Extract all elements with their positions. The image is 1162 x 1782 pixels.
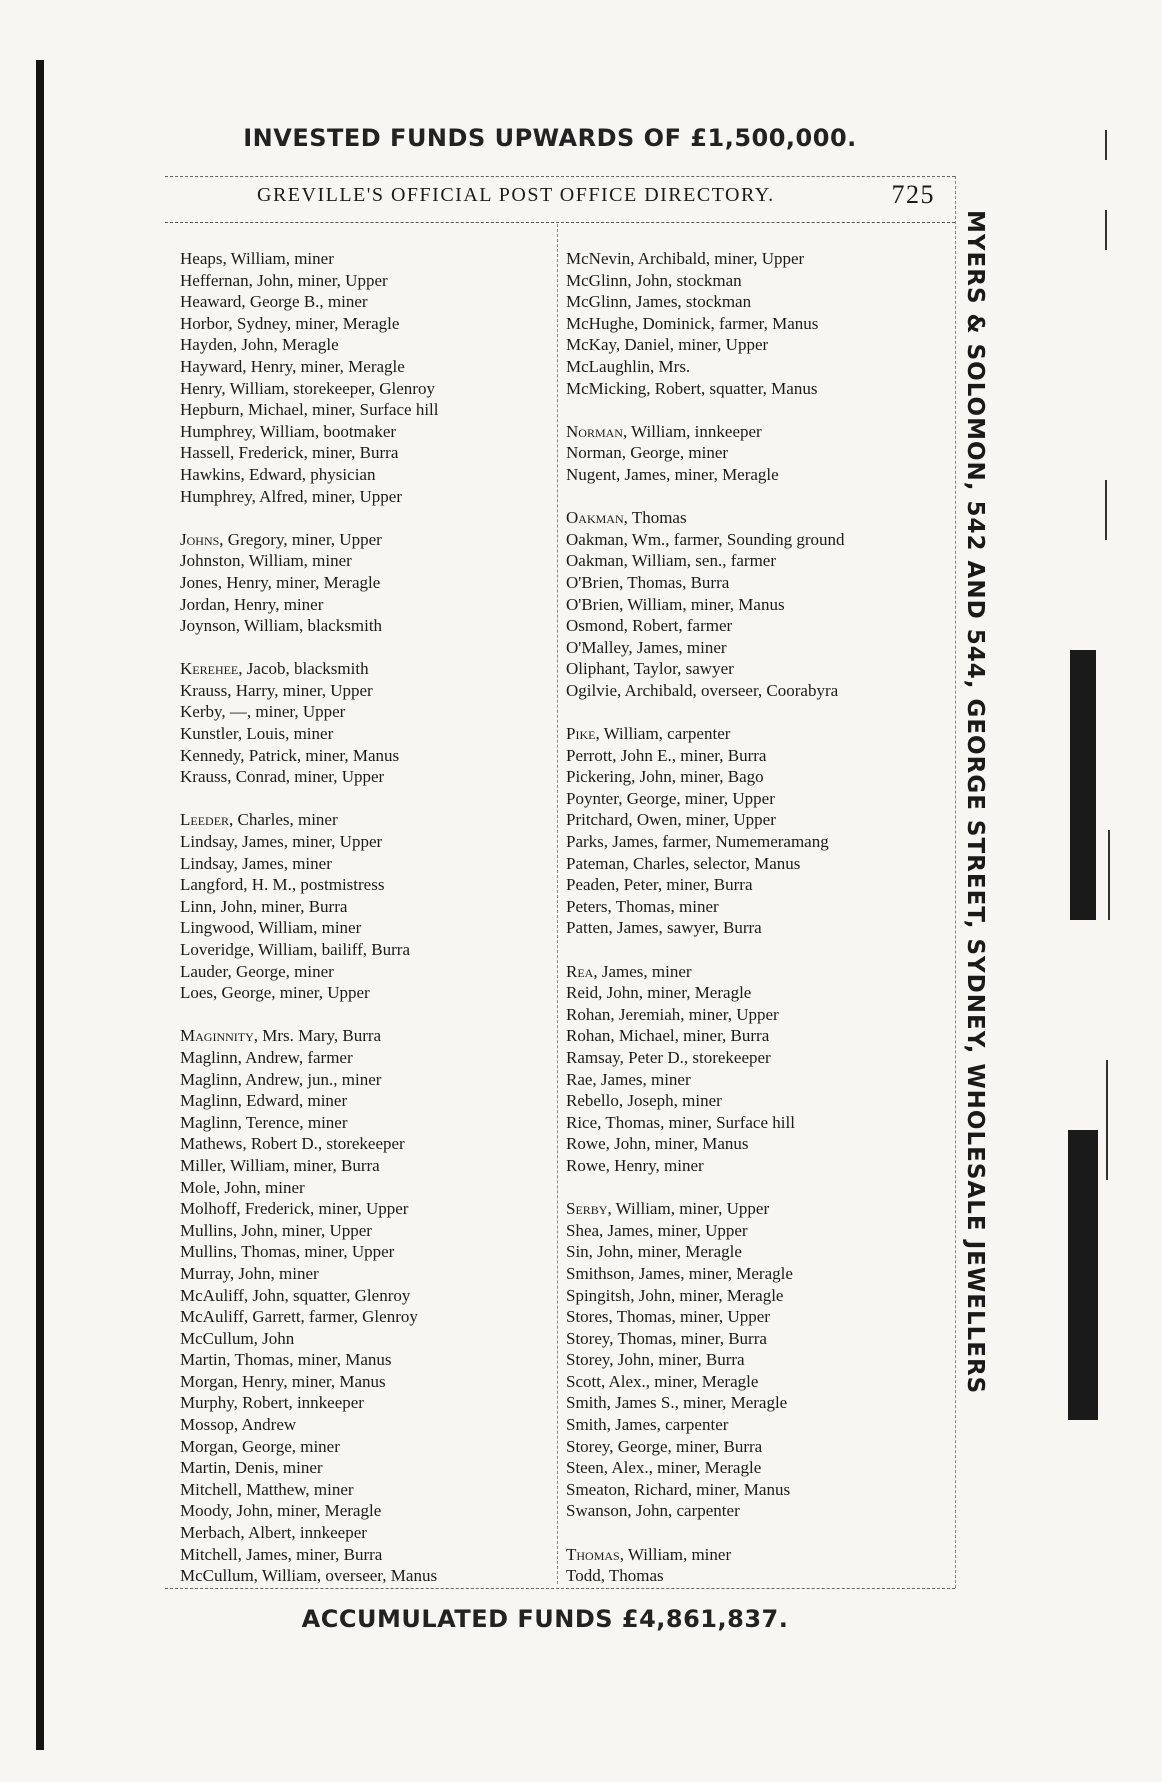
directory-entry bbox=[180, 1155, 550, 1177]
entry-text: Humphrey, William, bootmaker bbox=[180, 421, 397, 441]
directory-entry bbox=[566, 1112, 951, 1134]
directory-entry bbox=[566, 594, 951, 616]
directory-entry bbox=[566, 248, 951, 270]
entry-text: Jones, Henry, miner, Meragle bbox=[180, 572, 381, 592]
entry-text: Maglinn, Terence, miner bbox=[180, 1112, 348, 1132]
entry-text: Hayden, John, Meragle bbox=[180, 335, 339, 355]
directory-entry bbox=[566, 1328, 951, 1350]
section-lead-surname: Norman bbox=[566, 421, 623, 441]
directory-entry bbox=[180, 248, 550, 270]
entry-text: McHughe, Dominick, farmer, Manus bbox=[566, 313, 819, 333]
entry-text: Jordan, Henry, miner bbox=[180, 594, 324, 614]
entry-text: Norman, George, miner bbox=[566, 443, 729, 463]
left-column bbox=[180, 248, 550, 1587]
entry-text: Linn, John, miner, Burra bbox=[180, 896, 348, 916]
directory-entry bbox=[566, 356, 951, 378]
directory-entry bbox=[180, 1479, 550, 1501]
entry-text: Murray, John, miner bbox=[180, 1263, 319, 1283]
directory-entry bbox=[566, 1069, 951, 1091]
directory-entry bbox=[566, 464, 951, 486]
column-divider bbox=[557, 224, 558, 1584]
entry-text: , William, carpenter bbox=[595, 724, 731, 744]
entry-text: Hayward, Henry, miner, Meragle bbox=[180, 356, 405, 376]
directory-entry bbox=[566, 1004, 951, 1026]
directory-entry bbox=[566, 291, 951, 313]
entry-text: Rowe, Henry, miner bbox=[566, 1155, 704, 1175]
directory-entry bbox=[566, 1306, 951, 1328]
entry-text: Rowe, John, miner, Manus bbox=[566, 1134, 749, 1154]
entry-text: Loveridge, William, bailiff, Burra bbox=[180, 940, 411, 959]
entry-text: Mitchell, Matthew, miner bbox=[180, 1479, 354, 1499]
section-gap bbox=[180, 637, 550, 659]
directory-entry bbox=[566, 313, 951, 335]
directory-entry bbox=[566, 680, 951, 702]
margin-mark bbox=[1106, 1060, 1108, 1180]
directory-entry bbox=[180, 723, 550, 745]
directory-entry bbox=[566, 745, 951, 767]
entry-text: Johnston, William, miner bbox=[180, 551, 352, 571]
directory-entry bbox=[566, 658, 951, 680]
entry-text: Storey, Thomas, miner, Burra bbox=[566, 1328, 767, 1348]
entry-text: Lindsay, James, miner, Upper bbox=[180, 832, 383, 852]
section-gap bbox=[566, 486, 951, 508]
margin-mark bbox=[1105, 210, 1107, 250]
directory-entry bbox=[566, 1025, 951, 1047]
directory-entry bbox=[566, 1500, 951, 1522]
section-gap bbox=[180, 788, 550, 810]
entry-text: Pritchard, Owen, miner, Upper bbox=[566, 810, 776, 830]
directory-entry bbox=[566, 788, 951, 810]
directory-entry bbox=[566, 1047, 951, 1069]
directory-entry bbox=[566, 572, 951, 594]
directory-entry bbox=[180, 982, 550, 1004]
directory-entry bbox=[566, 1392, 951, 1414]
directory-entry bbox=[180, 1371, 550, 1393]
directory-entry bbox=[180, 1263, 550, 1285]
entry-text: McGlinn, John, stockman bbox=[566, 270, 742, 290]
directory-entry bbox=[566, 766, 951, 788]
directory-entry bbox=[180, 701, 550, 723]
directory-entry bbox=[566, 378, 951, 400]
directory-entry bbox=[566, 896, 951, 918]
section-lead-surname: Rea bbox=[566, 961, 594, 981]
entry-text: Maglinn, Edward, miner bbox=[180, 1091, 348, 1111]
directory-entry bbox=[566, 961, 951, 983]
section-lead-surname: Oakman bbox=[566, 508, 624, 528]
directory-entry bbox=[566, 1263, 951, 1285]
directory-entry bbox=[566, 442, 951, 464]
entry-text: Lindsay, James, miner bbox=[180, 853, 332, 873]
directory-entry bbox=[566, 1544, 951, 1566]
entry-text: Heaps, William, miner bbox=[180, 249, 334, 268]
entry-text: Todd, Thomas bbox=[566, 1566, 664, 1586]
entry-text: McKay, Daniel, miner, Upper bbox=[566, 335, 769, 355]
section-gap bbox=[566, 939, 951, 961]
directory-entry bbox=[566, 421, 951, 443]
directory-entry bbox=[180, 1457, 550, 1479]
entry-text: McNevin, Archibald, miner, Upper bbox=[566, 249, 805, 268]
margin-ink-block bbox=[1070, 650, 1096, 920]
margin-mark bbox=[1108, 830, 1110, 920]
entry-text: Shea, James, miner, Upper bbox=[566, 1220, 748, 1240]
entry-text: McCullum, William, overseer, Manus bbox=[180, 1566, 438, 1586]
directory-entry bbox=[566, 1414, 951, 1436]
directory-entry bbox=[566, 1133, 951, 1155]
section-gap bbox=[180, 507, 550, 529]
entry-text: Rice, Thomas, miner, Surface hill bbox=[566, 1112, 795, 1132]
directory-entry bbox=[566, 507, 951, 529]
directory-entry bbox=[566, 1090, 951, 1112]
entry-text: Perrott, John E., miner, Burra bbox=[566, 745, 767, 765]
entry-text: Kunstler, Louis, miner bbox=[180, 724, 334, 744]
directory-entry bbox=[566, 1155, 951, 1177]
entry-text: Moody, John, miner, Meragle bbox=[180, 1501, 382, 1521]
entry-text: Patten, James, sawyer, Burra bbox=[566, 918, 762, 938]
entry-text: , Mrs. Mary, Burra bbox=[253, 1026, 382, 1046]
directory-entry bbox=[180, 1025, 550, 1047]
entry-text: McAuliff, Garrett, farmer, Glenroy bbox=[180, 1307, 418, 1327]
directory-entry bbox=[566, 529, 951, 551]
entry-text: Peaden, Peter, miner, Burra bbox=[566, 875, 753, 895]
entry-text: McGlinn, James, stockman bbox=[566, 292, 752, 312]
entry-text: Martin, Denis, miner bbox=[180, 1458, 323, 1478]
directory-entry bbox=[180, 1328, 550, 1350]
bottom-banner: ACCUMULATED FUNDS £4,861,837. bbox=[301, 1605, 789, 1633]
section-lead-surname: Kerehee bbox=[180, 659, 239, 679]
entry-text: Pickering, John, miner, Bago bbox=[566, 767, 764, 787]
entry-text: Merbach, Albert, innkeeper bbox=[180, 1523, 367, 1543]
directory-entry bbox=[180, 1220, 550, 1242]
entry-text: Parks, James, farmer, Numemeramang bbox=[566, 832, 829, 852]
entry-text: Hawkins, Edward, physician bbox=[180, 464, 376, 484]
directory-entry bbox=[180, 1306, 550, 1328]
entry-text: Molhoff, Frederick, miner, Upper bbox=[180, 1199, 409, 1219]
directory-entry bbox=[180, 1090, 550, 1112]
entry-text: Morgan, Henry, miner, Manus bbox=[180, 1371, 386, 1391]
directory-entry bbox=[180, 853, 550, 875]
directory-entry bbox=[566, 615, 951, 637]
entry-text: Smithson, James, miner, Meragle bbox=[566, 1263, 793, 1283]
entry-text: , James, miner bbox=[593, 961, 692, 981]
side-advertisement: MYERS & SOLOMON, 542 AND 544, GEORGE STREET, SYDNEY, WHOLESALE JEWELLERS bbox=[962, 210, 988, 1395]
entry-text: Smith, James, carpenter bbox=[566, 1415, 729, 1435]
margin-ink-block bbox=[1068, 1130, 1098, 1420]
entry-text: Joynson, William, blacksmith bbox=[180, 616, 383, 636]
entry-text: Maglinn, Andrew, farmer bbox=[180, 1047, 353, 1067]
directory-entry bbox=[180, 1414, 550, 1436]
section-lead-surname: Serby bbox=[566, 1199, 608, 1219]
directory-entry bbox=[566, 853, 951, 875]
directory-entry bbox=[180, 745, 550, 767]
directory-entry bbox=[180, 917, 550, 939]
entry-text: , Jacob, blacksmith bbox=[238, 659, 369, 679]
header-rule-bottom bbox=[165, 222, 955, 223]
directory-entry bbox=[180, 1500, 550, 1522]
entry-text: Hassell, Frederick, miner, Burra bbox=[180, 443, 399, 463]
directory-entry bbox=[180, 421, 550, 443]
directory-entry bbox=[566, 831, 951, 853]
section-gap bbox=[566, 1522, 951, 1544]
entry-text: Horbor, Sydney, miner, Meragle bbox=[180, 313, 400, 333]
entry-text: , William, miner, Upper bbox=[607, 1199, 770, 1219]
entry-text: Ramsay, Peter D., storekeeper bbox=[566, 1047, 771, 1067]
directory-entry bbox=[180, 1392, 550, 1414]
directory-header bbox=[165, 180, 945, 214]
margin-mark bbox=[1105, 130, 1107, 160]
entry-text: Heffernan, John, miner, Upper bbox=[180, 270, 388, 290]
directory-entry bbox=[180, 442, 550, 464]
directory-entry bbox=[180, 1522, 550, 1544]
directory-entry bbox=[180, 615, 550, 637]
entry-text: Mitchell, James, miner, Burra bbox=[180, 1544, 383, 1564]
entry-text: Rebello, Joseph, miner bbox=[566, 1091, 722, 1111]
entry-text: McCullum, John bbox=[180, 1328, 295, 1348]
entry-text: Mossop, Andrew bbox=[180, 1415, 297, 1435]
entry-text: McAuliff, John, squatter, Glenroy bbox=[180, 1285, 411, 1305]
directory-entry bbox=[180, 313, 550, 335]
entry-text: Mullins, John, miner, Upper bbox=[180, 1220, 372, 1240]
entry-text: Oakman, Wm., farmer, Sounding ground bbox=[566, 529, 845, 549]
entry-text: Pateman, Charles, selector, Manus bbox=[566, 853, 801, 873]
entry-text: Sin, John, miner, Meragle bbox=[566, 1242, 742, 1262]
directory-entry bbox=[180, 334, 550, 356]
section-lead-surname: Maginnity bbox=[180, 1026, 254, 1046]
directory-entry bbox=[566, 550, 951, 572]
directory-entry bbox=[180, 1544, 550, 1566]
entry-text: Krauss, Conrad, miner, Upper bbox=[180, 767, 385, 787]
entry-text: Mole, John, miner bbox=[180, 1177, 305, 1197]
directory-entry bbox=[180, 572, 550, 594]
right-frame-line bbox=[955, 176, 956, 1588]
entry-text: Scott, Alex., miner, Meragle bbox=[566, 1371, 759, 1391]
directory-entry bbox=[180, 1349, 550, 1371]
directory-entry bbox=[180, 896, 550, 918]
entry-text: Spingitsh, John, miner, Meragle bbox=[566, 1285, 784, 1305]
directory-entry bbox=[566, 1285, 951, 1307]
entry-text: Hepburn, Michael, miner, Surface hill bbox=[180, 400, 439, 420]
entry-text: Swanson, John, carpenter bbox=[566, 1501, 740, 1521]
directory-entry bbox=[180, 378, 550, 400]
section-lead-surname: Pike bbox=[566, 724, 596, 744]
directory-entry bbox=[180, 1047, 550, 1069]
entry-text: Martin, Thomas, miner, Manus bbox=[180, 1350, 392, 1370]
entry-text: McLaughlin, Mrs. bbox=[566, 356, 691, 376]
directory-entry bbox=[180, 486, 550, 508]
directory-entry bbox=[566, 1565, 951, 1587]
directory-entry bbox=[566, 1349, 951, 1371]
directory-entry bbox=[566, 982, 951, 1004]
entry-text: Miller, William, miner, Burra bbox=[180, 1155, 380, 1175]
entry-text: Rohan, Michael, miner, Burra bbox=[566, 1026, 770, 1046]
directory-entry bbox=[180, 1285, 550, 1307]
entry-text: O'Malley, James, miner bbox=[566, 637, 727, 657]
directory-entry bbox=[566, 1371, 951, 1393]
entry-text: Rae, James, miner bbox=[566, 1069, 691, 1089]
section-gap bbox=[566, 399, 951, 421]
entry-text: Heaward, George B., miner bbox=[180, 292, 368, 312]
directory-entry bbox=[180, 1565, 550, 1587]
directory-entry bbox=[180, 658, 550, 680]
entry-text: , William, innkeeper bbox=[622, 421, 762, 441]
directory-entry bbox=[566, 723, 951, 745]
entry-text: Humphrey, Alfred, miner, Upper bbox=[180, 486, 402, 506]
directory-entry bbox=[566, 637, 951, 659]
entry-text: Peters, Thomas, miner bbox=[566, 896, 719, 916]
directory-entry bbox=[566, 1220, 951, 1242]
top-banner: INVESTED FUNDS UPWARDS OF £1,500,000. bbox=[243, 124, 857, 152]
entry-text: Poynter, George, miner, Upper bbox=[566, 788, 775, 808]
entry-text: , Charles, miner bbox=[229, 810, 338, 830]
section-gap bbox=[566, 1177, 951, 1199]
entry-text: , Gregory, miner, Upper bbox=[219, 529, 382, 549]
directory-entry bbox=[180, 529, 550, 551]
directory-entry bbox=[180, 464, 550, 486]
entry-text: Mullins, Thomas, miner, Upper bbox=[180, 1242, 395, 1262]
directory-entry bbox=[180, 1198, 550, 1220]
directory-entry bbox=[180, 270, 550, 292]
entry-text: Nugent, James, miner, Meragle bbox=[566, 464, 779, 484]
directory-entry bbox=[180, 594, 550, 616]
entry-text: Murphy, Robert, innkeeper bbox=[180, 1393, 364, 1413]
entry-text: Henry, William, storekeeper, Glenroy bbox=[180, 378, 435, 398]
directory-entry bbox=[180, 291, 550, 313]
entry-text: Loes, George, miner, Upper bbox=[180, 983, 370, 1003]
entry-text: McMicking, Robert, squatter, Manus bbox=[566, 378, 818, 398]
section-lead-surname: Johns bbox=[180, 529, 220, 549]
directory-entry bbox=[566, 1479, 951, 1501]
entry-text: Smith, James S., miner, Meragle bbox=[566, 1393, 788, 1413]
directory-title: GREVILLE'S OFFICIAL POST OFFICE DIRECTORY. bbox=[257, 184, 775, 206]
directory-entry bbox=[180, 356, 550, 378]
entry-text: Oliphant, Taylor, sawyer bbox=[566, 659, 734, 679]
header-rule-top bbox=[165, 176, 955, 177]
directory-entry bbox=[566, 917, 951, 939]
directory-entry bbox=[180, 874, 550, 896]
page-number: 725 bbox=[891, 180, 935, 209]
directory-entry bbox=[180, 1241, 550, 1263]
directory-entry bbox=[566, 874, 951, 896]
section-lead-surname: Leeder bbox=[180, 810, 230, 830]
entry-text: Rohan, Jeremiah, miner, Upper bbox=[566, 1004, 779, 1024]
directory-entry bbox=[566, 1198, 951, 1220]
entry-text: Kerby, —, miner, Upper bbox=[180, 702, 346, 722]
section-lead-surname: Thomas bbox=[566, 1544, 620, 1564]
entry-text: O'Brien, Thomas, Burra bbox=[566, 572, 730, 592]
entry-text: , William, miner bbox=[619, 1544, 732, 1564]
entry-text: O'Brien, William, miner, Manus bbox=[566, 594, 785, 614]
directory-entry bbox=[180, 1112, 550, 1134]
entry-text: Lauder, George, miner bbox=[180, 961, 334, 981]
directory-entry bbox=[566, 809, 951, 831]
entry-text: Storey, John, miner, Burra bbox=[566, 1350, 745, 1370]
entry-text: Krauss, Harry, miner, Upper bbox=[180, 680, 373, 700]
entry-text: Morgan, George, miner bbox=[180, 1436, 340, 1456]
entry-text: Steen, Alex., miner, Meragle bbox=[566, 1458, 762, 1478]
section-gap bbox=[180, 1004, 550, 1026]
entry-text: Oakman, William, sen., farmer bbox=[566, 551, 777, 571]
entry-text: Ogilvie, Archibald, overseer, Coorabyra bbox=[566, 680, 839, 700]
directory-entry bbox=[180, 399, 550, 421]
margin-mark bbox=[1105, 480, 1107, 540]
footer-rule bbox=[165, 1588, 955, 1589]
right-column bbox=[566, 248, 951, 1587]
directory-entry bbox=[180, 831, 550, 853]
directory-entry bbox=[180, 766, 550, 788]
directory-entry bbox=[180, 809, 550, 831]
directory-entry bbox=[566, 1436, 951, 1458]
directory-entry bbox=[180, 961, 550, 983]
directory-entry bbox=[180, 1133, 550, 1155]
page-edge-bar bbox=[36, 60, 44, 1750]
entry-text: Maglinn, Andrew, jun., miner bbox=[180, 1069, 382, 1089]
directory-entry bbox=[566, 270, 951, 292]
entry-text: Kennedy, Patrick, miner, Manus bbox=[180, 745, 400, 765]
directory-entry bbox=[566, 1457, 951, 1479]
entry-text: Smeaton, Richard, miner, Manus bbox=[566, 1479, 791, 1499]
entry-text: Stores, Thomas, miner, Upper bbox=[566, 1307, 770, 1327]
entry-text: Langford, H. M., postmistress bbox=[180, 875, 385, 895]
directory-entry bbox=[180, 680, 550, 702]
directory-entry bbox=[566, 1241, 951, 1263]
directory-entry bbox=[180, 939, 550, 961]
directory-entry bbox=[180, 1177, 550, 1199]
entry-text: Osmond, Robert, farmer bbox=[566, 616, 733, 636]
entry-text: Storey, George, miner, Burra bbox=[566, 1436, 763, 1456]
directory-entry bbox=[180, 1436, 550, 1458]
section-gap bbox=[566, 701, 951, 723]
entry-text: , Thomas bbox=[623, 508, 687, 528]
entry-text: Lingwood, William, miner bbox=[180, 918, 362, 938]
directory-entry bbox=[180, 1069, 550, 1091]
entry-text: Mathews, Robert D., storekeeper bbox=[180, 1134, 405, 1154]
directory-entry bbox=[566, 334, 951, 356]
directory-entry bbox=[180, 550, 550, 572]
entry-text: Reid, John, miner, Meragle bbox=[566, 983, 752, 1003]
